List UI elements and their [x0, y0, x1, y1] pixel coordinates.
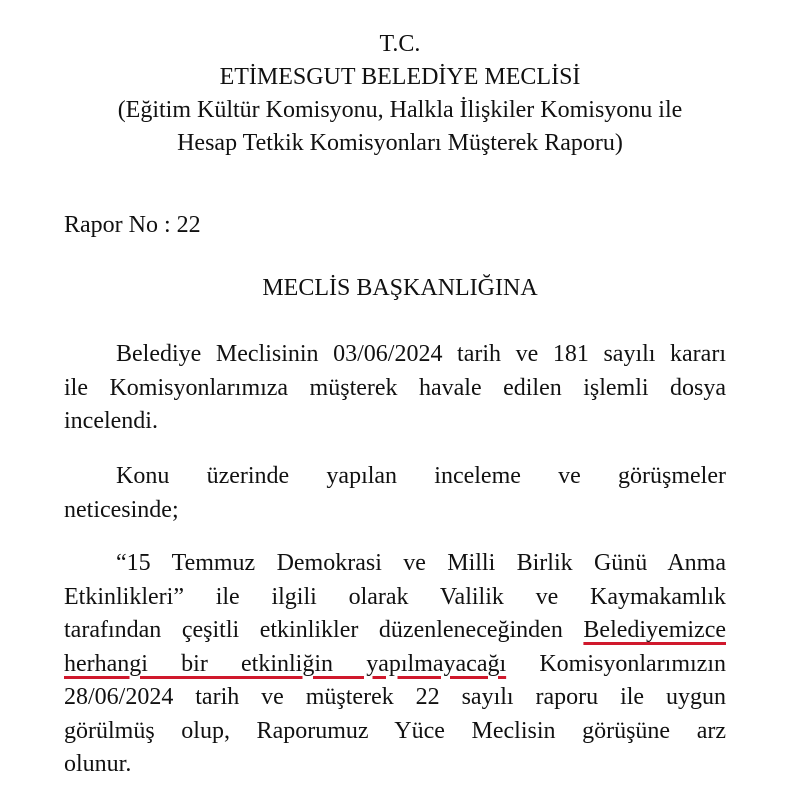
paragraph-line: Konu üzerinde yapılan inceleme ve görüşmeler: [116, 463, 726, 489]
addressee-heading: MECLİS BAŞKANLIĞINA: [262, 275, 538, 301]
paragraph-line: 28/06/2024 tarih ve müşterek 22 sayılı raporu ile uygun: [64, 684, 726, 710]
header-council-name: ETİMESGUT BELEDİYE MECLİSİ: [219, 64, 581, 90]
report-number-value: 22: [176, 212, 201, 238]
highlighted-phrase-start: Belediyemizce: [583, 617, 726, 643]
paragraph-line: [64, 614, 726, 648]
paragraph-line: “15 Temmuz Demokrasi ve Milli Birlik Günü Anma: [116, 550, 726, 576]
header-commissions-line2: Hesap Tetkik Komisyonları Müşterek Raporu): [177, 130, 623, 156]
document-header: [0, 28, 800, 160]
paragraph-line: [64, 648, 726, 682]
paragraph-line: neticesinde;: [64, 496, 179, 523]
paragraph-line: Etkinlikleri” ile ilgili olarak Valilik ve Kaymakamlık: [64, 583, 726, 610]
paragraph-line: incelendi.: [64, 408, 158, 434]
paragraph-line: görülmüş olup, Raporumuz Yüce Meclisin görüşüne arz: [64, 717, 726, 744]
line-text: tarafından çeşitli etkinlikler düzenleneceğinden: [64, 617, 584, 643]
paragraph-line: Belediye Meclisinin 03/06/2024 tarih ve 181 sayılı kararı: [116, 341, 726, 367]
report-number-line: [64, 209, 201, 242]
paragraph-line: olunur.: [64, 751, 132, 777]
header-commissions-line1: (Eğitim Kültür Komisyonu, Halkla İlişkiler Komisyonu ile: [117, 97, 683, 123]
paragraph-referral: [64, 338, 726, 439]
report-number-label: Rapor No: [64, 212, 158, 238]
highlighted-phrase-end: herhangi bir etkinliğin yapılmayacağı: [64, 650, 507, 677]
report-number-separator: :: [163, 212, 171, 238]
line-text: Komisyonlarımızın: [506, 650, 726, 677]
paragraph-decision: [64, 547, 726, 782]
paragraph-examination: [64, 460, 726, 527]
paragraph-line: ile Komisyonlarımıza müşterek havale edilen işlemli dosya: [64, 374, 726, 401]
header-tc: T.C.: [379, 31, 421, 57]
